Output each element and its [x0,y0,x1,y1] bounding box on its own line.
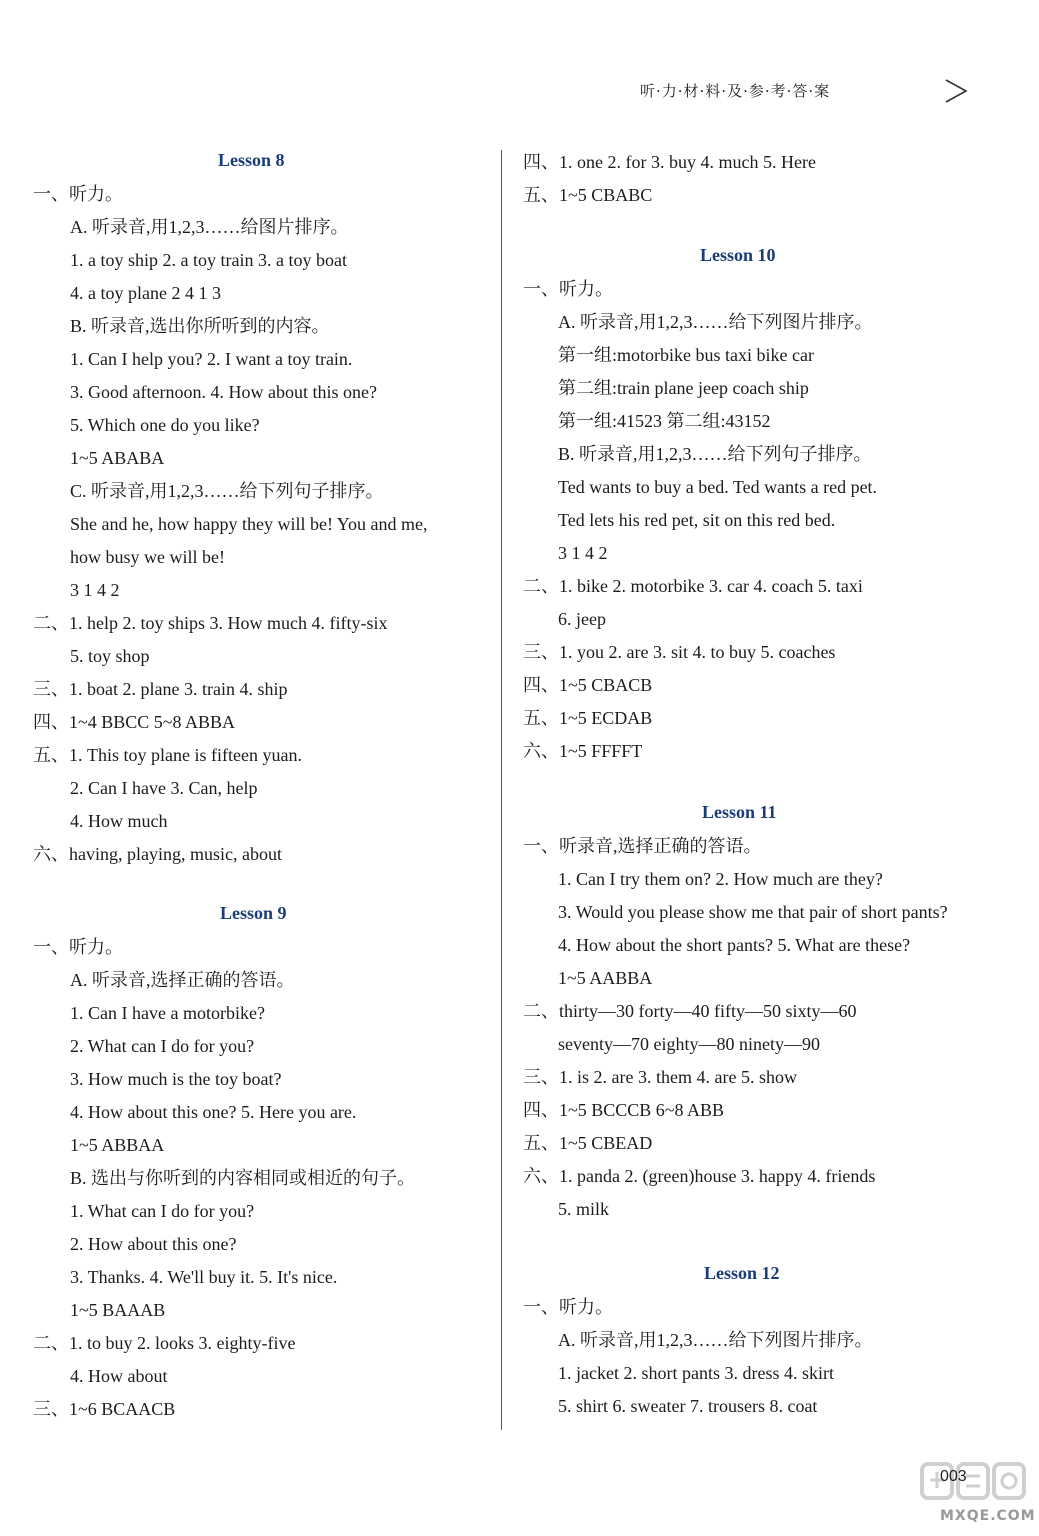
answer-line: 二、1. to buy 2. looks 3. eighty-five [33,1333,296,1353]
answer-key: 五、1~5 CBEAD [523,1133,653,1153]
answer-line: Ted lets his red pet, sit on this red bed. [558,510,836,530]
section-heading: 一、听力。 [33,937,123,957]
answer-line: 4. How much [70,811,168,831]
answer-line: 5. Which one do you like? [70,415,260,435]
answer-line: 2. How about this one? [70,1234,237,1254]
answer-line: 三、1. you 2. are 3. sit 4. to buy 5. coaches [523,642,836,662]
answer-line: 1. Can I try them on? 2. How much are they? [558,869,883,889]
lesson-11-title: Lesson 11 [702,802,777,822]
answer-line: 二、thirty—30 forty—40 fifty—50 sixty—60 [523,1001,857,1021]
section-heading: 一、听力。 [33,184,123,204]
answer-line: 2. Can I have 3. Can, help [70,778,258,798]
watermark-text: MXQE.COM [940,1508,1036,1524]
answer-key: 四、1~5 CBACB [523,675,653,695]
answer-line: Ted wants to buy a bed. Ted wants a red pet. [558,477,878,497]
section-heading: 一、听力。 [523,1297,613,1317]
answer-key: 五、1~5 CBABC [523,185,653,205]
answer-key: 六、1~5 FFFFT [523,741,643,761]
instruction: B. 听录音,用1,2,3……给下列句子排序。 [558,444,872,464]
answer-line: 4. How about [70,1366,168,1386]
answer-key: 3 1 4 2 [70,580,120,600]
lesson-8-title: Lesson 8 [218,150,285,170]
answer-line: 1. a toy ship 2. a toy train 3. a toy boat [70,250,347,270]
answer-line: 1. What can I do for you? [70,1201,255,1221]
answer-key: 五、1~5 ECDAB [523,708,653,728]
answer-key: 1~5 AABBA [558,968,653,988]
lesson-10-title: Lesson 10 [700,245,776,265]
instruction: B. 听录音,选出你所听到的内容。 [70,316,330,336]
answer-line: 2. What can I do for you? [70,1036,255,1056]
answer-key: 1~5 ABABA [70,448,165,468]
section-heading: 一、听力。 [523,279,613,299]
answer-line: 4. How about the short pants? 5. What are these? [558,935,911,955]
answer-line: 1. jacket 2. short pants 3. dress 4. skirt [558,1363,834,1383]
answer-line: 第二组:train plane jeep coach ship [558,378,809,398]
answer-line: 五、1. This toy plane is fifteen yuan. [33,745,302,765]
lesson-12-title: Lesson 12 [704,1263,780,1283]
answer-key: 1~5 ABBAA [70,1135,165,1155]
answer-line: 3. Good afternoon. 4. How about this one? [70,382,377,402]
answer-line: 三、1. is 2. are 3. them 4. are 5. show [523,1067,797,1087]
instruction: A. 听录音,选择正确的答语。 [70,970,295,990]
section-heading: 一、听录音,选择正确的答语。 [523,836,762,856]
answer-line: 六、1. panda 2. (green)house 3. happy 4. friends [523,1166,876,1186]
answer-line: 1. Can I have a motorbike? [70,1003,265,1023]
answer-line: 4. How about this one? 5. Here you are. [70,1102,357,1122]
answer-line: 3. Thanks. 4. We'll buy it. 5. It's nice. [70,1267,338,1287]
answer-line: 三、1. boat 2. plane 3. train 4. ship [33,679,288,699]
answer-line: 3. How much is the toy boat? [70,1069,282,1089]
instruction: C. 听录音,用1,2,3……给下列句子排序。 [70,481,384,501]
answer-key: 四、1~5 BCCCB 6~8 ABB [523,1100,725,1120]
answer-line: 1. Can I help you? 2. I want a toy train. [70,349,353,369]
running-header: 听·力·材·料·及·参·考·答·案 [640,82,831,100]
answer-line: 5. shirt 6. sweater 7. trousers 8. coat [558,1396,818,1416]
answer-line: 3. Would you please show me that pair of short pants? [558,902,948,922]
instruction: A. 听录音,用1,2,3……给下列图片排序。 [558,312,873,332]
answer-key: 第一组:41523 第二组:43152 [558,411,771,431]
answer-line: 4. a toy plane 2 4 1 3 [70,283,221,303]
instruction: A. 听录音,用1,2,3……给下列图片排序。 [558,1330,873,1350]
answer-line: seventy—70 eighty—80 ninety—90 [558,1034,820,1054]
answer-line: 四、1. one 2. for 3. buy 4. much 5. Here [523,152,816,172]
chevron-right-icon [940,76,970,106]
answer-key: 1~5 BAAAB [70,1300,166,1320]
answer-line: 六、having, playing, music, about [33,844,282,864]
answer-line: 5. toy shop [70,646,150,666]
answer-line: 5. milk [558,1199,610,1219]
instruction: A. 听录音,用1,2,3……给图片排序。 [70,217,349,237]
answer-line: She and he, how happy they will be! You and me, [70,514,428,534]
lesson-9-title: Lesson 9 [220,903,287,923]
instruction: B. 选出与你听到的内容相同或相近的句子。 [70,1168,416,1188]
answer-line: 二、1. help 2. toy ships 3. How much 4. fifty-six [33,613,388,633]
column-divider [501,150,502,1430]
answer-line: 二、1. bike 2. motorbike 3. car 4. coach 5. taxi [523,576,863,596]
page-number: 003 [940,1468,967,1485]
answer-line: 6. jeep [558,609,606,629]
answer-line: 第一组:motorbike bus taxi bike car [558,345,814,365]
answer-key: 四、1~4 BBCC 5~8 ABBA [33,712,236,732]
answer-key: 3 1 4 2 [558,543,608,563]
answer-line: how busy we will be! [70,547,225,567]
answer-key: 三、1~6 BCAACB [33,1399,176,1419]
